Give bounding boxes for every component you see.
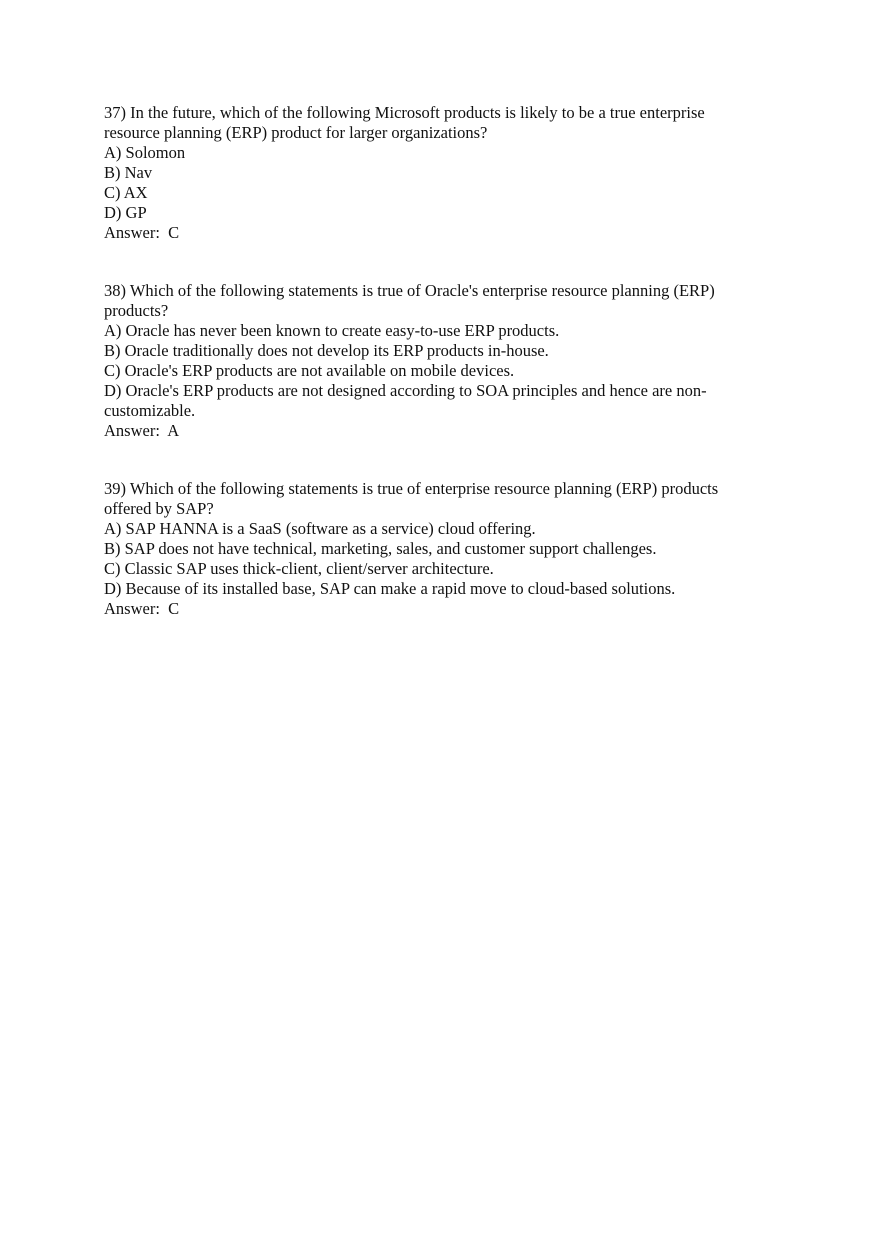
answer-key: Answer: C [104, 599, 180, 618]
answer-option-c: C) AX [104, 183, 148, 202]
answer-option-d: D) GP [104, 203, 147, 222]
answer-option-b: B) Nav [104, 163, 153, 182]
answer-key: Answer: C [104, 223, 180, 242]
answer-option-a: A) SAP HANNA is a SaaS (software as a service) cloud offering. [104, 519, 536, 538]
answer-key: Answer: A [104, 421, 180, 440]
answer-option-b: B) SAP does not have technical, marketing, sales, and customer support challenges. [104, 539, 657, 558]
question-stem: 39) Which of the following statements is true of enterprise resource planning (ERP) products offered by SAP? [104, 479, 719, 518]
answer-option-d: D) Oracle's ERP products are not designed according to SOA principles and hence are non-customizable. [104, 381, 707, 420]
question-38 [104, 281, 840, 441]
question-37 [104, 103, 840, 243]
answer-option-d: D) Because of its installed base, SAP can make a rapid move to cloud-based solutions. [104, 579, 676, 598]
answer-option-a: A) Oracle has never been known to create easy-to-use ERP products. [104, 321, 560, 340]
answer-option-a: A) Solomon [104, 143, 186, 162]
question-stem: 38) Which of the following statements is true of Oracle's enterprise resource planning (ERP) products? [104, 281, 715, 320]
question-stem: 37) In the future, which of the following Microsoft products is likely to be a true enterprise resource planning (ERP) product for larger organizations? [104, 103, 705, 142]
answer-option-c: C) Classic SAP uses thick-client, client/server architecture. [104, 559, 494, 578]
question-39 [104, 479, 840, 619]
answer-option-c: C) Oracle's ERP products are not available on mobile devices. [104, 361, 515, 380]
answer-option-b: B) Oracle traditionally does not develop its ERP products in-house. [104, 341, 549, 360]
